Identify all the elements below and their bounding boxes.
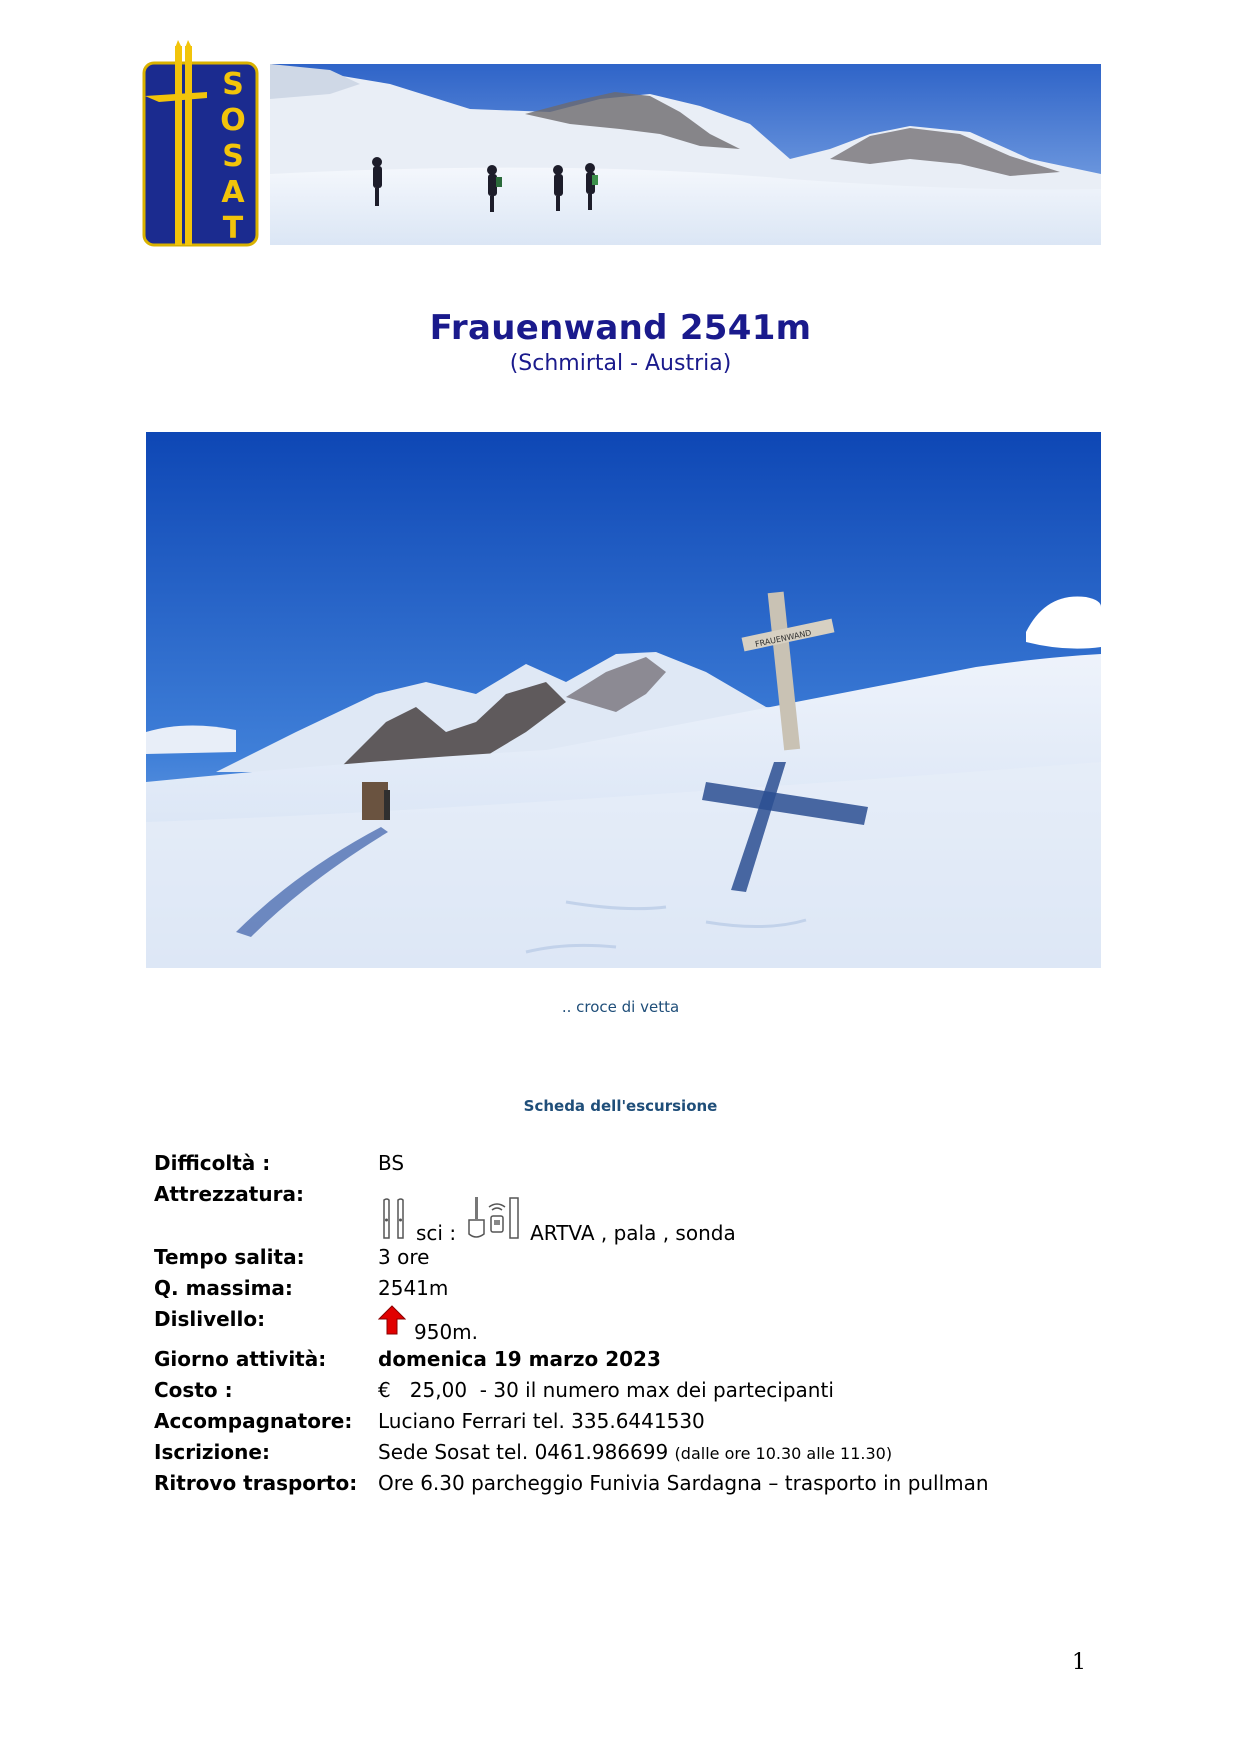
logo-letter: S [222,67,244,102]
equipment-rest: ARTVA , pala , sonda [530,1221,736,1245]
cross-sign-text: FRAUENWAND [754,628,813,649]
info-value: Ore 6.30 parcheggio Funivia Sardagna – trasporto in pullman [378,1471,989,1495]
info-label: Accompagnatore: [154,1409,353,1433]
info-row-giorno [154,1344,1084,1375]
excursion-info [154,1148,1084,1499]
equipment-sci: sci : [416,1221,457,1245]
info-value: Sede Sosat tel. 0461.986699 [378,1440,669,1464]
info-row-q-massima [154,1273,1084,1304]
info-row-accompagnatore [154,1406,1084,1437]
info-value: Luciano Ferrari tel. 335.6441530 [378,1409,705,1433]
info-row-attrezzatura [154,1179,1084,1245]
arrow-up-icon [378,1305,406,1344]
info-value: domenica 19 marzo 2023 [378,1347,661,1371]
info-label: Difficoltà : [154,1151,271,1175]
dislivello-line [378,1304,478,1344]
info-label: Q. massima: [154,1276,293,1300]
info-value: 2541m [378,1276,449,1300]
avalanche-kit-icon [466,1196,524,1245]
page-subtitle: (Schmirtal - Austria) [509,351,732,376]
info-value: BS [378,1151,405,1175]
info-row-costo [154,1375,1084,1406]
header-banner-photo [270,64,1101,245]
logo-letter: T [222,211,244,246]
photo-caption: .. croce di vetta [561,998,680,1016]
section-title: Scheda dell'escursione [523,1097,718,1115]
info-value: € 25,00 - 30 il numero max dei partecipanti [378,1378,834,1402]
summit-cross-photo [146,432,1101,968]
info-row-iscrizione [154,1437,1084,1468]
page-title: Frauenwand 2541m [429,308,812,348]
page-number: 1 [1072,1650,1086,1675]
info-label: Costo : [154,1378,233,1402]
logo-letter: O [220,103,246,138]
info-value: 3 ore [378,1245,430,1269]
info-row-tempo-salita [154,1242,1084,1273]
info-label: Giorno attività: [154,1347,327,1371]
info-row-ritrovo [154,1468,1084,1499]
info-label: Ritrovo trasporto: [154,1471,358,1495]
info-row-dislivello [154,1304,1084,1344]
info-value: 950m. [414,1320,479,1344]
info-label: Tempo salita: [154,1245,305,1269]
info-label: Iscrizione: [154,1440,270,1464]
logo-letter: S [222,139,244,174]
info-label: Dislivello: [154,1307,266,1331]
info-label: Attrezzatura: [154,1182,304,1206]
ski-icon [378,1198,410,1245]
logo-letter: A [221,175,245,210]
sosat-logo [141,40,260,247]
info-note: (dalle ore 10.30 alle 11.30) [674,1444,893,1463]
equipment-line [378,1201,736,1245]
info-row-difficolta [154,1148,1084,1179]
